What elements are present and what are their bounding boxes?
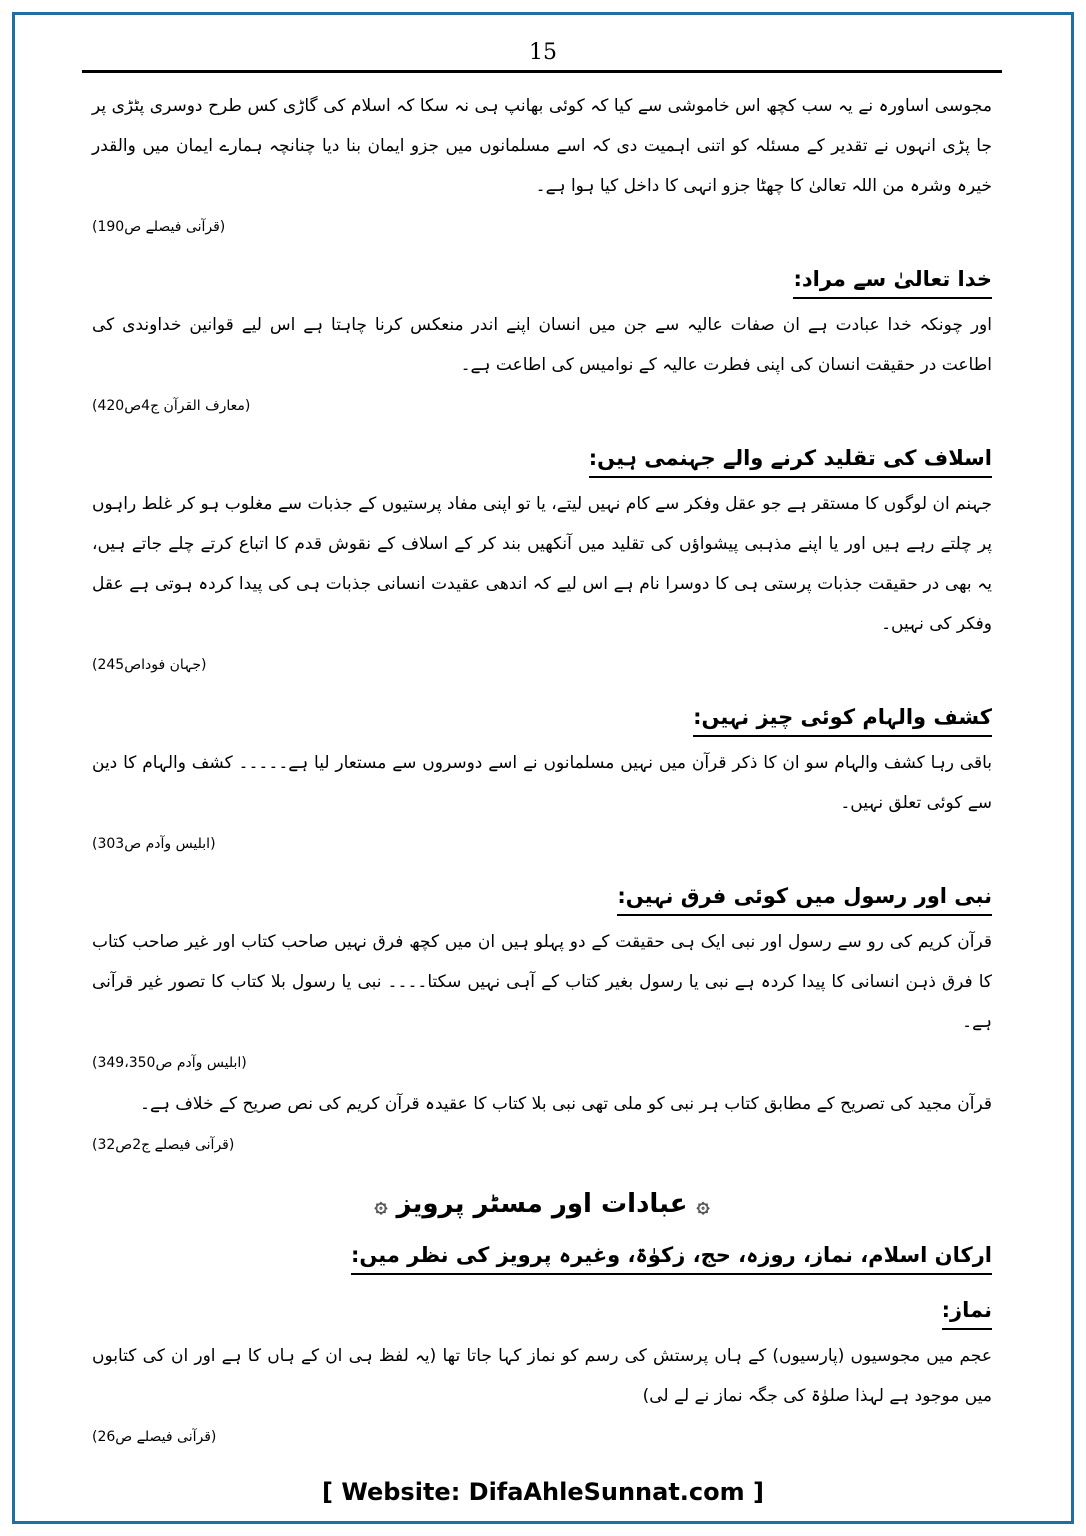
section-heading: اسلاف کی تقلید کرنے والے جہنمی ہیں: bbox=[589, 443, 992, 478]
reference: (قرآنی فیصلے ج2ص32) bbox=[92, 1137, 235, 1153]
section-6 bbox=[92, 1084, 992, 1156]
subsection bbox=[92, 1226, 992, 1448]
paragraph: اور چونکہ خدا عبادت ہے ان صفات عالیہ سے جن میں انسان اپنے اندر منعکس کرنا چاہتا ہے اس لیے قوانین خداوندی کی اطاعت در حقیقت انسان کی اپنی فطرت عالیہ کے نوامیس کی اطاعت ہے۔ bbox=[92, 315, 992, 375]
page-number: 15 bbox=[529, 40, 557, 65]
reference: (ابلیس وآدم ص349،350) bbox=[92, 1055, 247, 1071]
prayer-heading: نماز: bbox=[942, 1295, 992, 1330]
reference: (جہان فوداص245) bbox=[92, 657, 207, 673]
paragraph: قرآن مجید کی تصریح کے مطابق کتاب ہر نبی کو ملی تھی نبی بلا کتاب کا عقیدہ قرآن کریم کی نص صریح کے خلاف ہے۔ bbox=[140, 1094, 992, 1114]
section-4 bbox=[92, 676, 992, 855]
reference: (قرآنی فیصلے ص190) bbox=[92, 219, 226, 235]
section-5 bbox=[92, 855, 992, 1074]
section-1 bbox=[92, 86, 992, 238]
section-heading: نبی اور رسول میں کوئی فرق نہیں: bbox=[617, 881, 992, 916]
section-heading: کشف والہام کوئی چیز نہیں: bbox=[693, 702, 992, 737]
paragraph: عجم میں مجوسیوں (پارسیوں) کے ہاں پرستش کی رسم کو نماز کہا جاتا تھا (یہ لفظ ہی ان کے ہاں کا ہے اور ان کی کتابوں میں موجود ہے لہذا صلوٰۃ کی جگہ نماز نے لے لی) bbox=[92, 1346, 992, 1406]
paragraph: قرآن کریم کی رو سے رسول اور نبی ایک ہی حقیقت کے دو پہلو ہیں ان میں کچھ فرق نہیں صاحب کتاب اور غیر صاحب کتاب کا فرق ذہن انسانی کا پیدا کردہ ہے نبی یا رسول بغیر کتاب کے آہی نہیں سکتا۔۔۔۔ نبی یا رسول بلا کتاب کا تصور غیر قرآنی ہے۔ bbox=[92, 932, 992, 1032]
paragraph: مجوسی اساورہ نے یہ سب کچھ اس خاموشی سے کیا کہ کوئی بھانپ ہی نہ سکا کہ اسلام کی گاڑی کس طرح دوسری پٹڑی پر جا پڑی انہوں نے تقدیر کے مسئلہ کو اتنی اہمیت دی کہ اسے مسلمانوں میں جزو ایمان بنا دیا چنانچہ ہمارے ایمان میں والقدر خیرہ وشرہ من اللہ تعالیٰ کا چھٹا جزو انہی کا داخل کیا ہوا ہے۔ bbox=[92, 96, 992, 196]
ornament-icon: ۞ bbox=[374, 1193, 388, 1218]
paragraph: جہنم ان لوگوں کا مستقر ہے جو عقل وفکر سے کام نہیں لیتے، یا تو اپنی مفاد پرستیوں کے جذبات سے مغلوب ہو کر غلط راہوں پر چلتے رہے ہیں اور یا اپنے مذہبی پیشواؤں کی تقلید میں آنکھیں بند کر کے اسلاف کے نقوش قدم کا اتباع کرتے چلے جاتے ہیں، یہ بھی در حقیقت جذبات پرستی ہی کا دوسرا نام ہے اس لیے کہ اندھی عقیدت انسانی جذبات ہی کی پیدا کردہ ہوتی ہے عقل وفکر کی نہیں۔ bbox=[92, 494, 992, 634]
reference: (ابلیس وآدم ص303) bbox=[92, 836, 216, 852]
page-content bbox=[92, 84, 992, 1448]
reference: (معارف القرآن ج4ص420) bbox=[92, 398, 251, 414]
paragraph: باقی رہا کشف والہام سو ان کا ذکر قرآن میں نہیں مسلمانوں نے اسے دوسروں سے مستعار لیا ہے۔۔۔۔۔ کشف والہام کا دین سے کوئی تعلق نہیں۔ bbox=[92, 753, 992, 813]
ornament-icon: ۞ bbox=[696, 1193, 710, 1218]
main-title bbox=[92, 1184, 992, 1226]
reference: (قرآنی فیصلے ص26) bbox=[92, 1429, 217, 1445]
section-2 bbox=[92, 238, 992, 417]
website-footer: [ Website: DifaAhleSunnat.com ] bbox=[322, 1478, 764, 1506]
section-heading: خدا تعالیٰ سے مراد: bbox=[793, 264, 992, 299]
main-title-text: عبادات اور مسٹر پرویز bbox=[396, 1189, 688, 1219]
subsection-heading: ارکان اسلام، نماز، روزہ، حج، زکوٰۃ، وغیرہ پرویز کی نظر میں: bbox=[351, 1240, 992, 1275]
header-rule bbox=[82, 70, 1002, 73]
section-3 bbox=[92, 417, 992, 676]
